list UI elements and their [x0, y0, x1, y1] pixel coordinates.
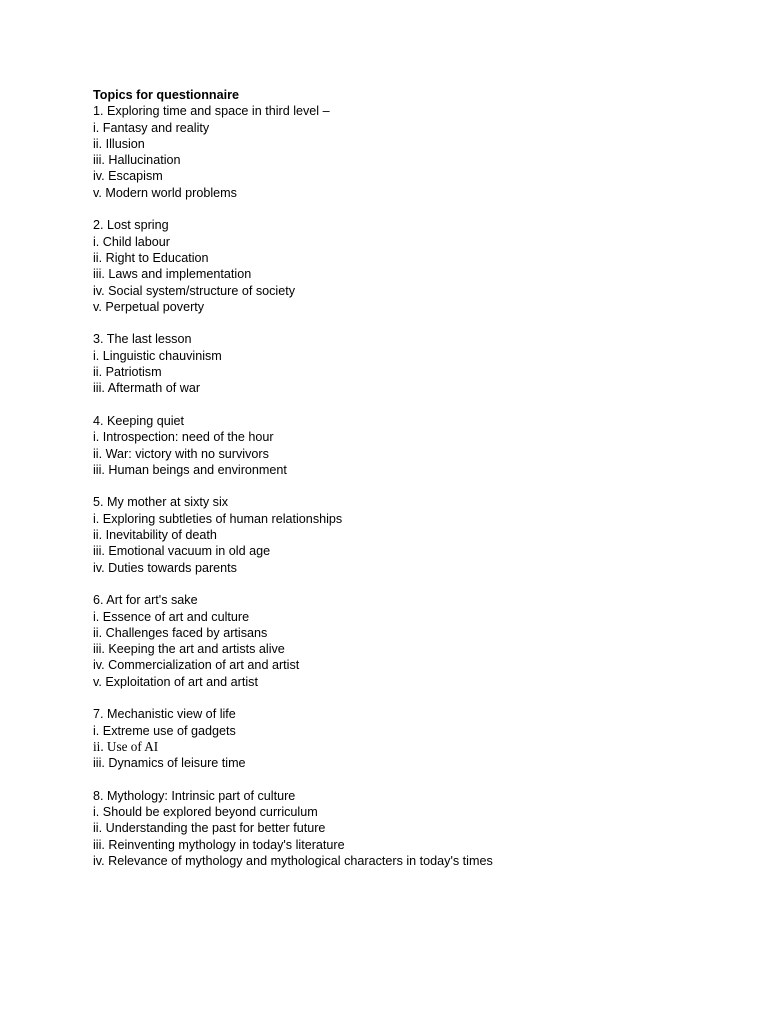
- topic-item: i. Fantasy and reality: [93, 120, 210, 135]
- topic-item: iii. Dynamics of leisure time: [93, 756, 246, 771]
- topic-item: ii. Patriotism: [93, 365, 162, 380]
- section-heading: 4. Keeping quiet: [93, 413, 185, 428]
- topic-item: ii. Illusion: [93, 136, 145, 151]
- topic-item: i. Extreme use of gadgets: [93, 723, 236, 738]
- topic-item: ii. Understanding the past for better future: [93, 821, 326, 836]
- section-1: [93, 103, 733, 201]
- section-heading: 1. Exploring time and space in third level –: [93, 104, 330, 119]
- topic-item: iii. Aftermath of war: [93, 381, 201, 396]
- topic-item: iv. Duties towards parents: [93, 560, 237, 575]
- section-heading: 8. Mythology: Intrinsic part of culture: [93, 788, 296, 803]
- section-8: [93, 788, 733, 869]
- topic-item: iv. Commercialization of art and artist: [93, 658, 300, 673]
- topic-item: i. Should be explored beyond curriculum: [93, 805, 318, 820]
- topic-item: iv. Social system/structure of society: [93, 283, 296, 298]
- topic-item: i. Linguistic chauvinism: [93, 348, 222, 363]
- topic-item: iii. Hallucination: [93, 153, 181, 168]
- topic-item: i. Introspection: need of the hour: [93, 430, 274, 445]
- section-heading: 3. The last lesson: [93, 332, 192, 347]
- section-2: [93, 217, 733, 315]
- topic-item: iii. Human beings and environment: [93, 462, 287, 477]
- document-title: Topics for questionnaire: [93, 88, 240, 102]
- topic-item: iv. Relevance of mythology and mythological characters in today's times: [93, 853, 493, 868]
- topic-item: ii. War: victory with no survivors: [93, 446, 269, 461]
- topic-item: iv. Escapism: [93, 169, 163, 184]
- document-body: [93, 87, 733, 886]
- topic-item: i. Child labour: [93, 234, 171, 249]
- topic-item: i. Essence of art and culture: [93, 609, 250, 624]
- section-heading: 7. Mechanistic view of life: [93, 707, 236, 722]
- topic-item: iii. Keeping the art and artists alive: [93, 642, 285, 657]
- topic-item: i. Exploring subtleties of human relationships: [93, 511, 343, 526]
- topic-item: v. Modern world problems: [93, 185, 237, 200]
- topic-item: ii. Inevitability of death: [93, 528, 217, 543]
- topic-item: ii. Use of AI: [93, 738, 159, 754]
- topic-item: v. Exploitation of art and artist: [93, 674, 258, 689]
- section-3: [93, 331, 733, 396]
- topic-item: v. Perpetual poverty: [93, 299, 205, 314]
- section-heading: 6. Art for art's sake: [93, 593, 198, 608]
- section-7: [93, 706, 733, 771]
- section-5: [93, 494, 733, 575]
- topic-item: ii. Right to Education: [93, 250, 209, 265]
- topic-item: iii. Laws and implementation: [93, 267, 252, 282]
- section-4: [93, 413, 733, 478]
- section-heading: 5. My mother at sixty six: [93, 495, 229, 510]
- section-heading: 2. Lost spring: [93, 218, 169, 233]
- section-6: [93, 592, 733, 690]
- topic-item: iii. Reinventing mythology in today's literature: [93, 837, 345, 852]
- topic-item: ii. Challenges faced by artisans: [93, 625, 268, 640]
- topic-item: iii. Emotional vacuum in old age: [93, 544, 271, 559]
